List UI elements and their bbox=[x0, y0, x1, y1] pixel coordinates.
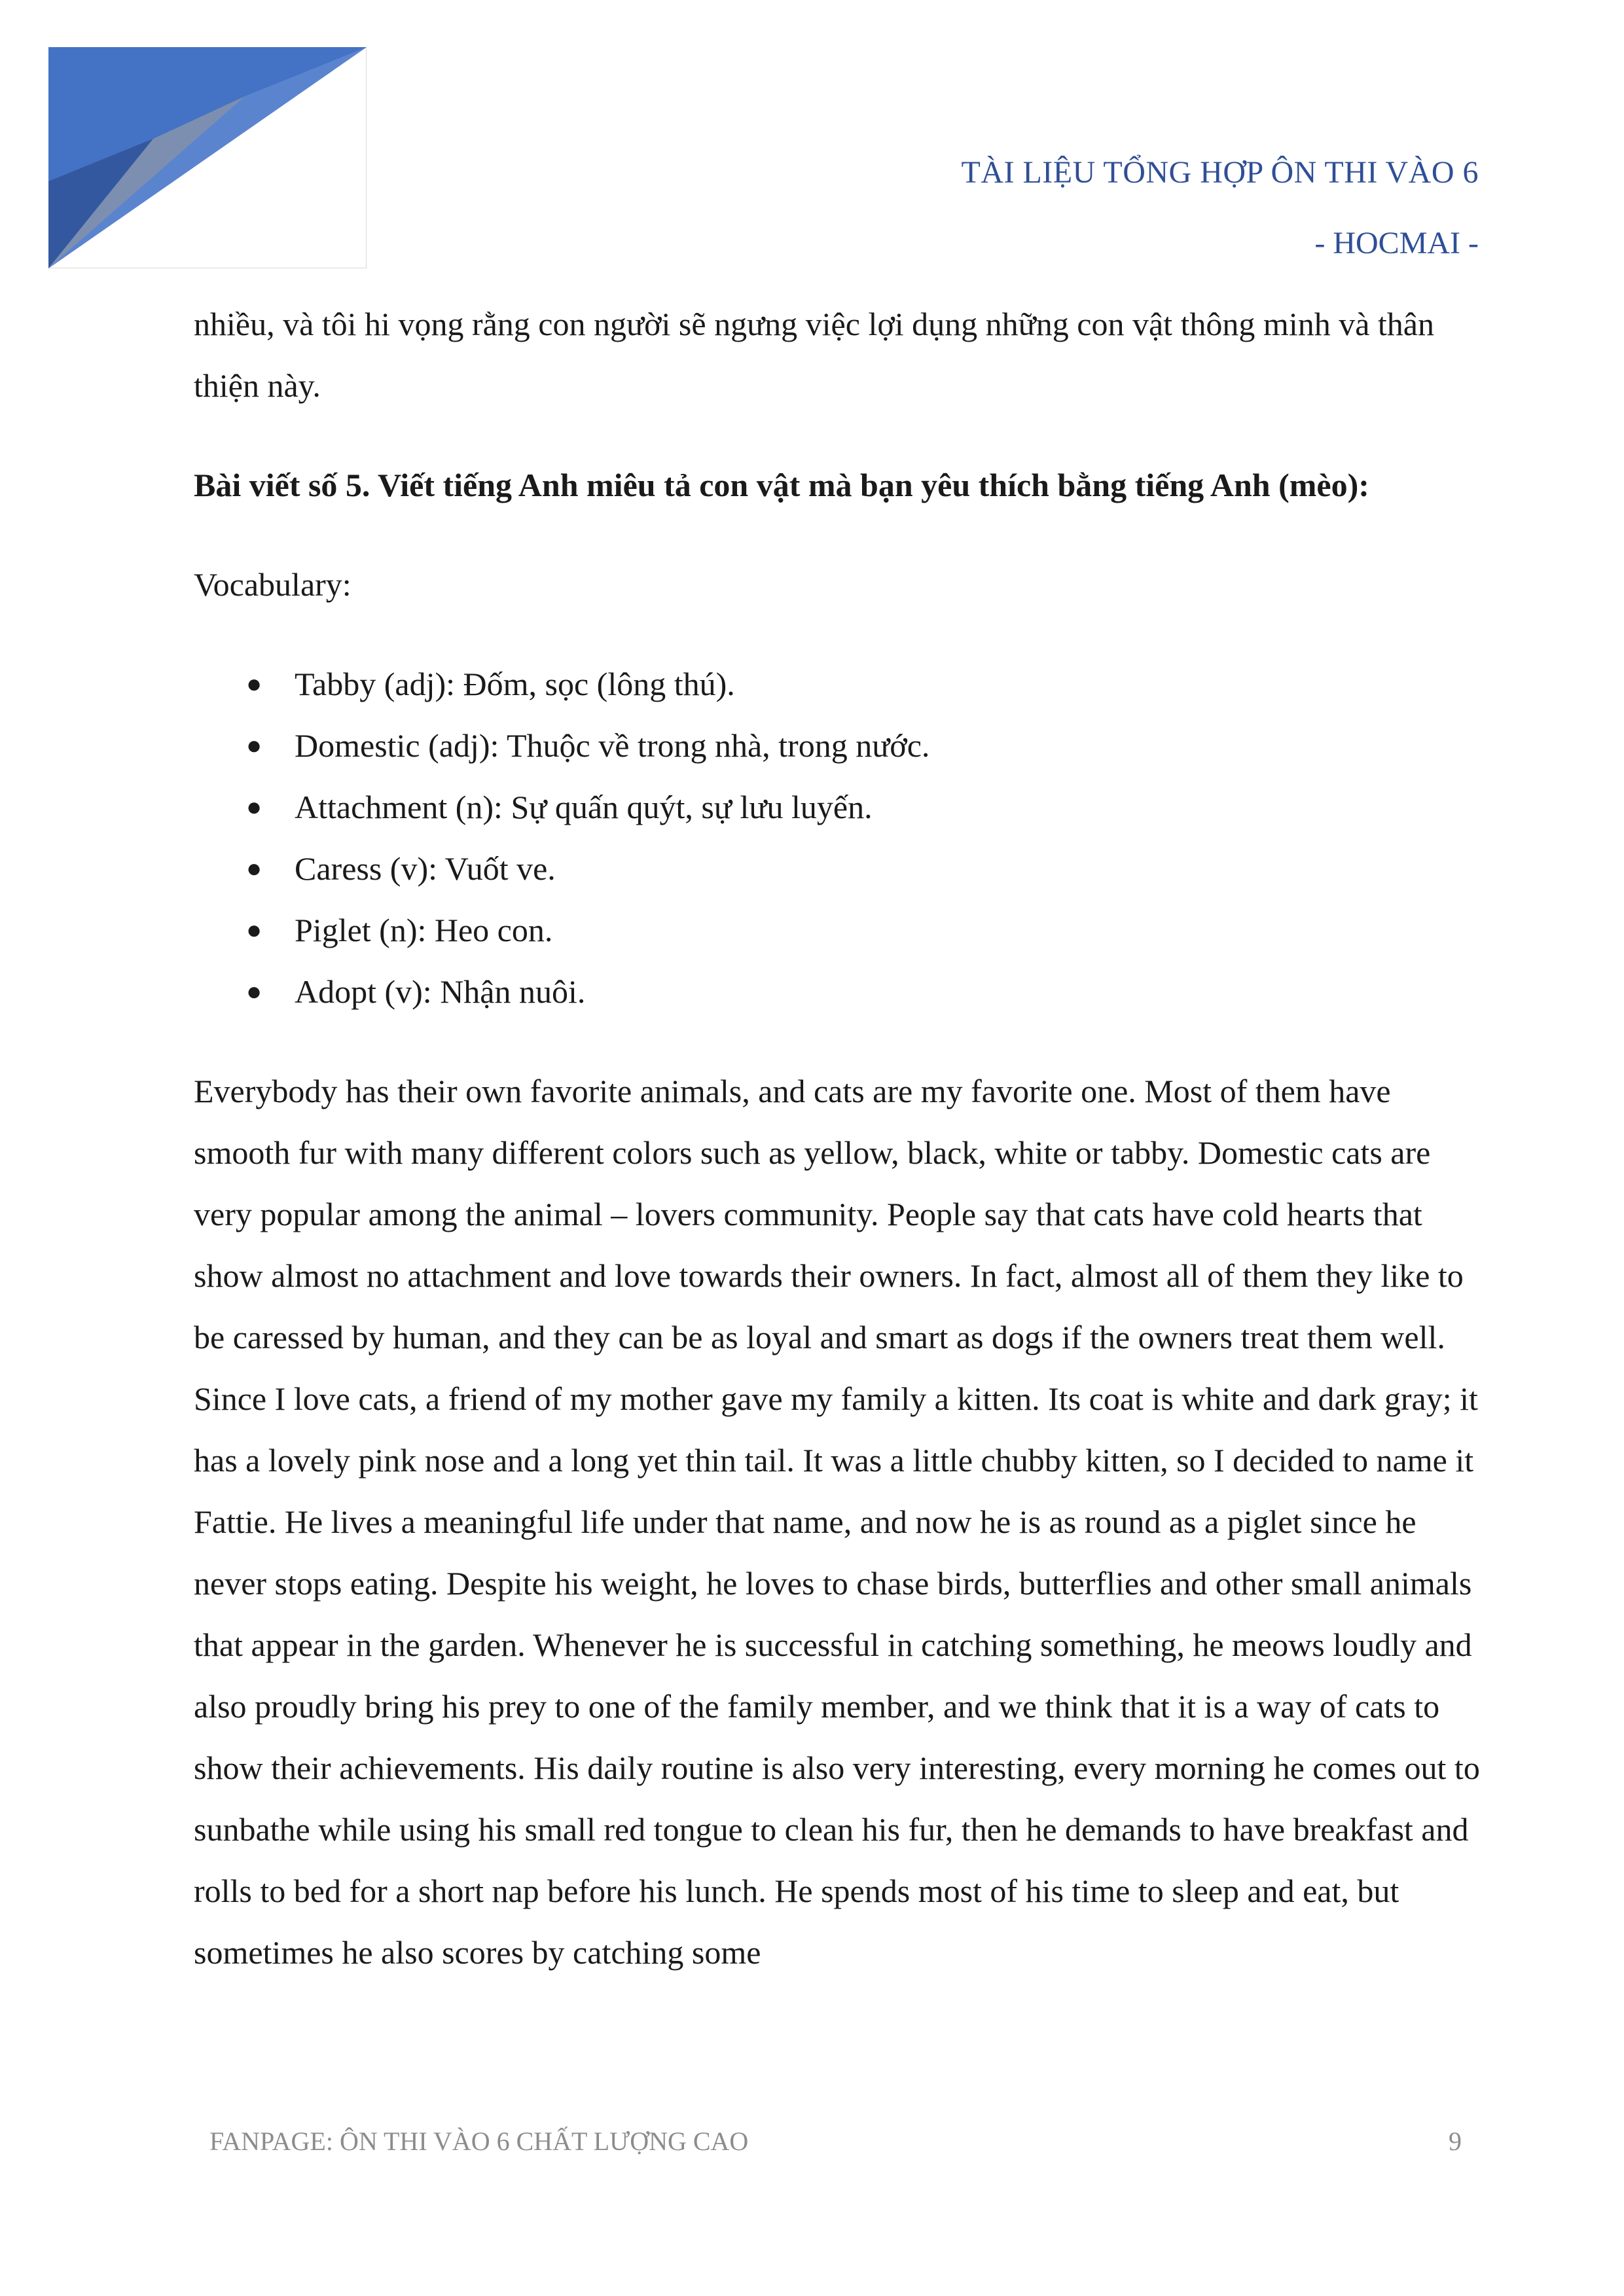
footer-fanpage: FANPAGE: ÔN THI VÀO 6 CHẤT LƯỢNG CAO bbox=[209, 2126, 749, 2156]
bullet-icon: ● bbox=[246, 730, 262, 760]
continuation-paragraph: nhiều, và tôi hi vọng rằng con người sẽ ngưng việc lợi dụng những con vật thông minh và thân thiện này. bbox=[194, 306, 1434, 404]
page-content bbox=[194, 293, 1490, 1983]
vocabulary-item: ● Adopt (v): Nhận nuôi. bbox=[194, 961, 1490, 1022]
page-number: 9 bbox=[1449, 2126, 1462, 2156]
essay-paragraph: Everybody has their own favorite animals, and cats are my favorite one. Most of them have smooth fur with many different colors such as yellow, black, white or tabby. Domestic cats are very popular among the animal – lovers community. People say that cats have cold hearts that show almost no attachment and love towards their owners. In fact, almost all of them they like to be caressed by human, and they can be as loyal and smart as dogs if the owners treat them well. Since I love cats, a friend of my mother gave my family a kitten. Its coat is white and dark gray; it has a lovely pink nose and a long yet thin tail. It was a little chubby kitten, so I decided to name it Fattie. He lives a meaningful life under that name, and now he is as round as a piglet since he never stops eating. Despite his weight, he loves to chase birds, butterflies and other small animals that appear in the garden. Whenever he is successful in catching something, he meows loudly and also proudly bring his prey to one of the family member, and we think that it is a way of cats to show their achievements. His daily routine is also very interesting, every morning he comes out to sunbathe while using his small red tongue to clean his fur, then he demands to have breakfast and rolls to bed for a short nap before his lunch. He spends most of his time to sleep and eat, but sometimes he also scores by catching some bbox=[194, 1073, 1480, 1971]
hocmai-logo-graphic bbox=[48, 47, 367, 268]
document-header-title: TÀI LIỆU TỔNG HỢP ÔN THI VÀO 6 bbox=[961, 155, 1479, 190]
vocabulary-label: Vocabulary: bbox=[194, 566, 352, 603]
bullet-icon: ● bbox=[246, 792, 262, 821]
bullet-icon: ● bbox=[246, 853, 262, 883]
bullet-icon: ● bbox=[246, 977, 262, 1006]
vocabulary-item: ● Piglet (n): Heo con. bbox=[194, 899, 1490, 961]
vocabulary-list bbox=[194, 653, 1490, 1022]
vocabulary-item: ● Caress (v): Vuốt ve. bbox=[194, 838, 1490, 899]
document-header-subtitle: - HOCMAI - bbox=[1314, 226, 1479, 260]
vocabulary-item: ● Attachment (n): Sự quấn quýt, sự lưu luyến. bbox=[194, 776, 1490, 838]
bullet-icon: ● bbox=[246, 669, 262, 698]
section-heading: Bài viết số 5. Viết tiếng Anh miêu tả con vật mà bạn yêu thích bằng tiếng Anh (mèo): bbox=[194, 467, 1369, 503]
bullet-icon: ● bbox=[246, 915, 262, 944]
vocabulary-item: ● Tabby (adj): Đốm, sọc (lông thú). bbox=[194, 653, 1490, 715]
vocabulary-item: ● Domestic (adj): Thuộc về trong nhà, trong nước. bbox=[194, 715, 1490, 776]
